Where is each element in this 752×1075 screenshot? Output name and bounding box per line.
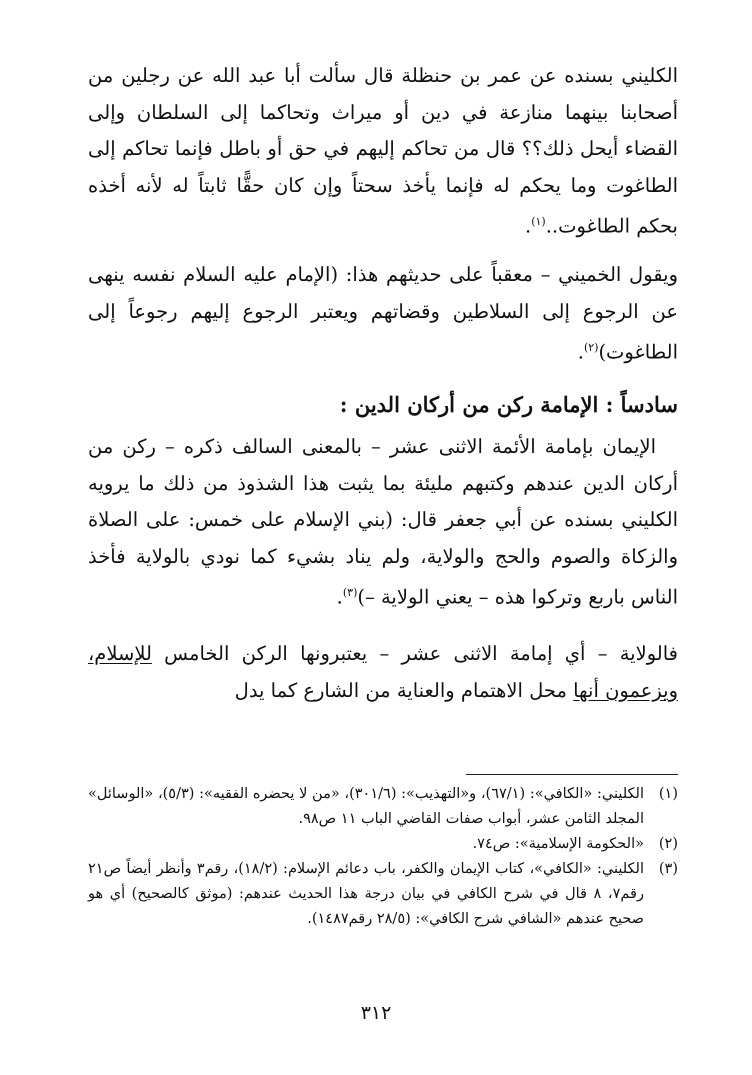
paragraph-2	[88, 257, 678, 371]
footnote-ref-3: (٣)	[342, 586, 358, 599]
paragraph-2-end: .	[577, 340, 584, 364]
paragraph-1-end: .	[524, 214, 532, 238]
paragraph-3	[88, 429, 678, 616]
paragraph-4-underlined: للإسلام، ويزعمون أنها	[88, 642, 678, 702]
paragraph-3-text: الإيمان بإمامة الأئمة الاثنى عشر – بالمعنى السالف ذكره – ركن من أركان الدين عندهم وكتبهم مليئة بما يثبت هذا الشذوذ من ذلك ما يرويه الكليني بسنده عن أبي جعفر قال: (بني الإسلام على خمس: على الصلاة والزكاة والصوم والحج والولاية، ولم يناد بشيء كما نودي بالولاية فأخذ الناس باربع وتركوا هذه – يعني الولاية –)	[88, 435, 678, 609]
footnote-text: الكليني: «الكافي»، كتاب الإيمان والكفر، باب دعائم الإسلام: (١٨/٢)، رقم٣ وأنظر أيضاً ص٢١ رقم٧، ٨ قال في شرح الكافي في بيان درجة هذا الحديث عندهم: (موثق كالصحيح) أي هو صحيح عندهم «الشافي شرح الكافي»: (٢٨/٥ رقم١٤٨٧).	[88, 861, 645, 927]
footnote-1	[88, 782, 678, 832]
footnote-number: (١)	[658, 786, 678, 802]
paragraph-1	[88, 58, 678, 245]
footnote-number: (٢)	[658, 836, 678, 852]
paragraph-4-start: فالولاية – أي إمامة الاثنى عشر – يعتبرونها الركن الخامس	[151, 642, 678, 665]
footnote-separator	[466, 774, 678, 775]
section-heading: سادساً : الإمامة ركن من أركان الدين :	[339, 392, 678, 417]
footnote-text: «الحكومة الإسلامية»: ص٧٤.	[472, 836, 644, 852]
footnote-2	[88, 832, 678, 857]
paragraph-3-end: .	[336, 585, 343, 609]
footnote-text: الكليني: «الكافي»: (٦٧/١)، و«التهذيب»: (٣٠١/٦)، «من لا يحضره الفقيه»: (٥/٣)، «الوسائل» المجلد الثامن عشر، أبواب صفات القاضي الباب ١١ ص٩٨.	[88, 786, 645, 827]
page-body	[88, 58, 678, 709]
paragraph-4-end: محل الاهتمام والعناية من الشارع كما يدل	[234, 678, 574, 702]
footnotes	[88, 782, 678, 932]
paragraph-2-text: ويقول الخميني – معقباً على حديثهم هذا: (الإمام عليه السلام نفسه ينهى عن الرجوع إلى السلاطين وقضاتهم ويعتبر الرجوع إليهم رجوعاً إلى الطاغوت)	[88, 263, 678, 364]
paragraph-1-text: الكليني بسنده عن عمر بن حنظلة قال سألت أبا عبد الله عن رجلين من أصحابنا بينهما منازعة في دين أو ميراث وتحاكما إلى السلطان وإلى القضاء أيحل ذلك؟؟ قال من تحاكم إليهم في حق أو باطل فإنما تحاكم إلى الطاغوت وما يحكم له فإنما يأخذ سحتاً وإن كان حقًّا ثابتاً له لأنه أخذه بحكم الطاغوت..	[88, 64, 678, 238]
page-number: ٣١٢	[360, 1002, 392, 1024]
footnote-ref-2: (٢)	[583, 341, 599, 354]
paragraph-4	[88, 636, 678, 709]
footnote-ref-1: (١)	[531, 215, 546, 228]
footnote-3	[88, 857, 678, 932]
footnote-number: (٣)	[658, 861, 678, 877]
